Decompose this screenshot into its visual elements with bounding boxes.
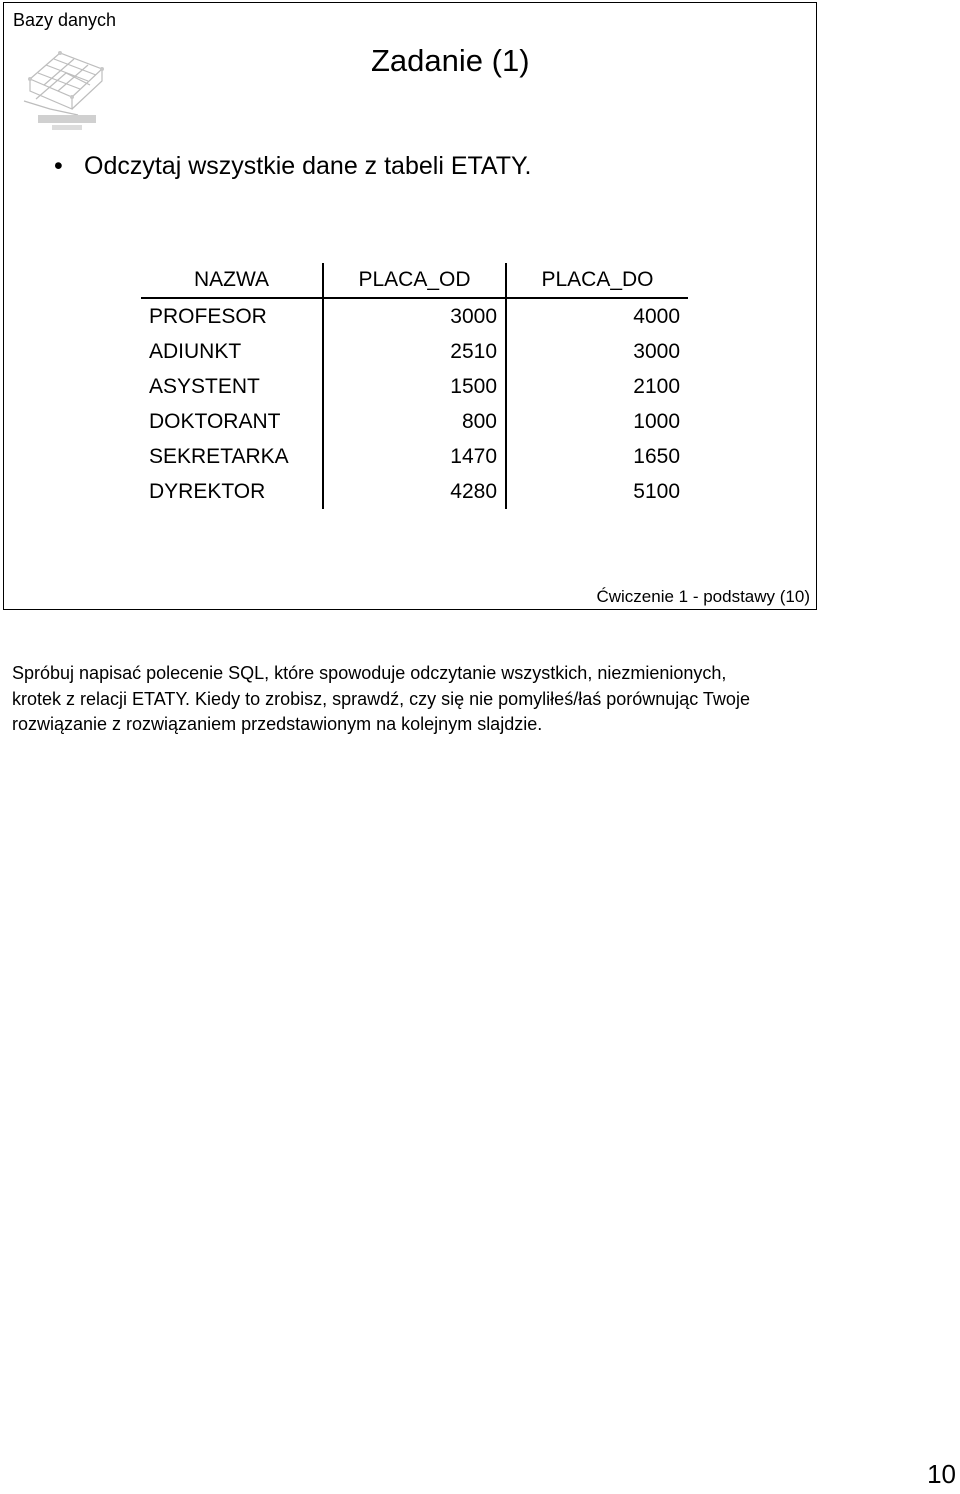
etaty-table [141,263,688,509]
cell-nazwa: ASYSTENT [149,374,260,398]
exercise-note: Spróbuj napisać polecenie SQL, które spowoduje odczytanie wszystkich, niezmienionych, krotek z relacji ETATY. Kiedy to zrobisz, sprawdź, czy się nie pomyliłeś/łaś porównując Twoje rozwiązanie z rozwiązaniem przedstawionym na kolejnym slajdzie. [12,663,750,734]
slide-caption: Ćwiczenie 1 - podstawy (10) [596,587,810,606]
cell-nazwa: DOKTORANT [149,409,281,433]
table-row [141,439,688,474]
cell-placa-do: 1000 [506,404,688,439]
table-row [141,369,688,404]
column-header-placa-do: PLACA_DO [506,263,688,298]
cell-nazwa: ADIUNKT [149,339,242,363]
cell-placa-od: 1470 [323,439,506,474]
bullet-text: Odczytaj wszystkie dane z tabeli ETATY. [84,152,532,180]
slide-title: Zadanie (1) [371,43,530,78]
cell-placa-do: 3000 [506,334,688,369]
cell-placa-do: 2100 [506,369,688,404]
cell-nazwa: DYREKTOR [149,479,266,503]
cell-nazwa: PROFESOR [149,304,267,328]
cell-nazwa: SEKRETARKA [149,444,289,468]
cell-placa-od: 1500 [323,369,506,404]
cell-placa-do: 5100 [506,474,688,509]
university-logo-icon [20,39,110,135]
table-row [141,334,688,369]
cell-placa-od: 2510 [323,334,506,369]
course-name: Bazy danych [13,10,117,30]
table-row [141,474,688,509]
cell-placa-od: 800 [323,404,506,439]
bullet-item [54,152,531,181]
table-row [141,298,688,334]
cell-placa-do: 4000 [506,298,688,334]
cell-placa-od: 3000 [323,298,506,334]
page-number: 10 [927,1459,956,1489]
cell-placa-do: 1650 [506,439,688,474]
column-header-nazwa: NAZWA [141,263,323,298]
slide-frame [3,2,817,610]
table-row [141,404,688,439]
cell-placa-od: 4280 [323,474,506,509]
column-header-placa-od: PLACA_OD [323,263,506,298]
bullet-marker: • [54,152,63,180]
table-header-row [141,263,688,298]
